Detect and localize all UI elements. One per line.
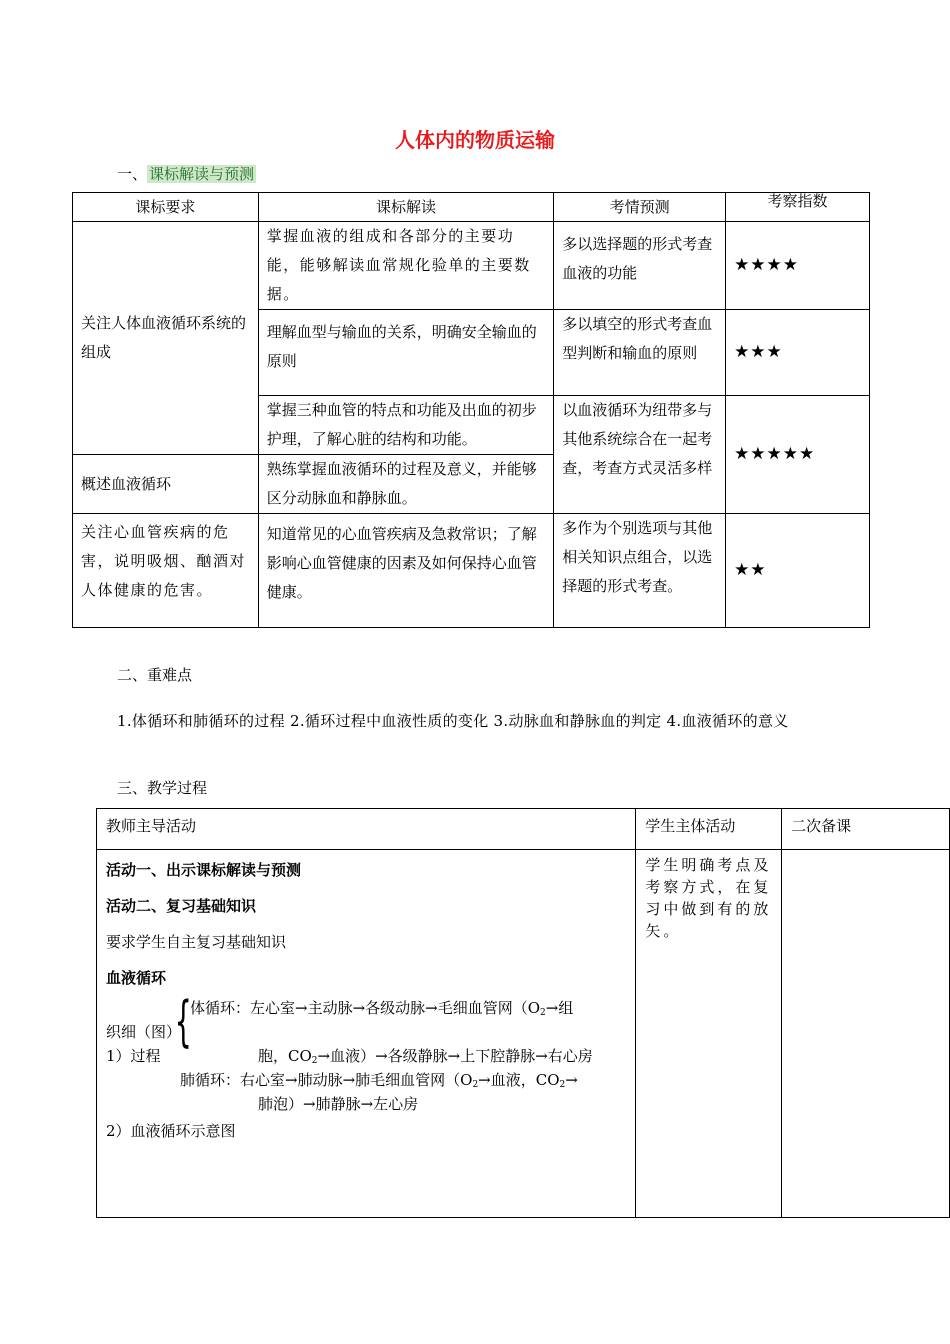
header-cell: 教师主导活动: [97, 809, 636, 850]
tissue-cell-label: 织细（图）: [106, 1023, 182, 1041]
instruction-text: 要求学生自主复习基础知识: [106, 933, 287, 951]
requirement-cell: 关注人体血液循环系统的组成: [73, 222, 259, 455]
pulmonary-circulation-line2: 肺泡）→肺静脉→左心房: [258, 1095, 419, 1113]
section-heading-1: [117, 163, 256, 184]
star-rating: ★★★★★: [726, 396, 870, 514]
requirement-cell: 概述血液循环: [73, 455, 259, 514]
activity-2: 活动二、复习基础知识: [106, 897, 257, 915]
brace-symbol: {: [174, 990, 192, 1053]
star-rating: ★★★★: [726, 222, 870, 310]
star-rating: ★★★: [726, 310, 870, 396]
section-heading-3: 三、教学过程: [117, 779, 208, 797]
header-cell: 课标要求: [73, 193, 259, 222]
interpretation-cell: 掌握三种血管的特点和功能及出血的初步护理，了解心脏的结构和功能。: [258, 396, 554, 455]
prediction-cell: 多作为个别选项与其他相关知识点组合，以选择题的形式考查。: [554, 514, 726, 628]
section-label: 课标解读与预测: [149, 165, 255, 183]
second-prep-cell: [782, 850, 950, 1218]
student-activity-cell: 学生明确考点及考察方式，在复习中做到有的放矢。: [636, 850, 782, 1218]
pulmonary-circulation-line1: 肺循环：右心室→肺动脉→肺毛细血管网（$O_2\to$血液，$CO_2\to$: [180, 1071, 578, 1090]
page-title: 人体内的物质运输: [395, 128, 555, 152]
activity-1: 活动一、出示课标解读与预测: [106, 861, 302, 879]
header-cell: 考情预测: [554, 193, 726, 222]
systemic-circulation-line2: 胞，$CO_2\to$血液）→各级静脉→上下腔静脉→右心房: [258, 1047, 593, 1066]
interpretation-cell: 知道常见的心血管疾病及急救常识；了解影响心血管健康的因素及如何保持心血管健康。: [258, 514, 554, 628]
header-cell: 学生主体活动: [636, 809, 782, 850]
curriculum-table: [72, 192, 870, 628]
prediction-cell: 以血液循环为纽带多与其他系统综合在一起考查，考查方式灵活多样: [554, 396, 726, 514]
process-label: 1）过程: [106, 1047, 161, 1065]
interpretation-cell: 掌握血液的组成和各部分的主要功能，能够解读血常规化验单的主要数据。: [258, 222, 554, 310]
prediction-cell: 多以选择题的形式考查血液的功能: [554, 222, 726, 310]
header-cell: 考察指数: [726, 193, 870, 222]
requirement-cell: 关注心血管疾病的危害，说明吸烟、酗酒对人体健康的危害。: [73, 514, 259, 628]
interpretation-cell: 理解血型与输血的关系，明确安全输血的原则: [258, 310, 554, 396]
prediction-cell: 多以填空的形式考查血型判断和输血的原则: [554, 310, 726, 396]
key-points-text: 1.体循环和肺循环的过程 2.循环过程中血液性质的变化 3.动脉血和静脉血的判定 4.血液循环的意义: [117, 712, 789, 730]
interpretation-cell: 熟练掌握血液循环的过程及意义，并能够区分动脉血和静脉血。: [258, 455, 554, 514]
section-heading-2: 二、重难点: [117, 666, 193, 684]
systemic-circulation-line1: 体循环：左心室→主动脉→各级动脉→毛细血管网（$O_2\to$组: [190, 999, 574, 1018]
header-cell: 课标解读: [258, 193, 554, 222]
teaching-process-table: [96, 808, 950, 1218]
star-rating: ★★: [726, 514, 870, 628]
section-number: 一、: [117, 165, 148, 183]
header-cell: 二次备课: [782, 809, 950, 850]
topic-heading: 血液循环: [106, 969, 167, 987]
diagram-label: 2）血液循环示意图: [106, 1122, 236, 1140]
circulation-process: [106, 990, 626, 1124]
